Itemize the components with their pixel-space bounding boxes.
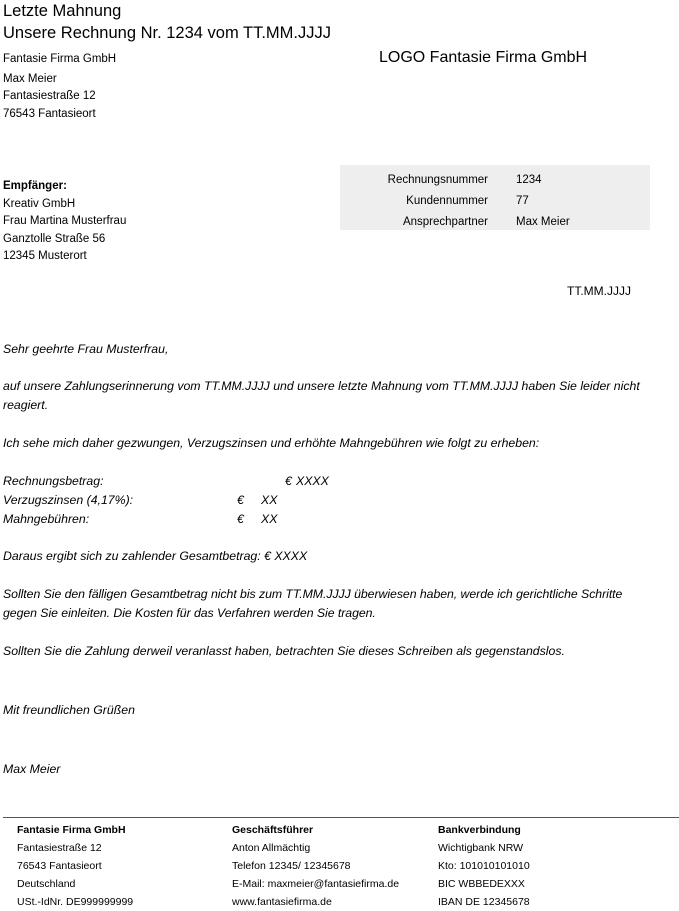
sender-name: Max Meier <box>3 72 57 85</box>
footer-line: Deutschland <box>17 878 76 890</box>
fee-value: XXXX <box>296 474 329 488</box>
footer-line: Kto: 101010101010 <box>438 860 530 872</box>
info-label: Ansprechpartner <box>402 216 488 228</box>
letter-date: TT.MM.JJJJ <box>567 284 631 298</box>
footer-divider <box>3 817 679 818</box>
sender-street: Fantasiestraße 12 <box>3 90 96 102</box>
info-label: Rechnungsnummer <box>387 174 488 186</box>
footer-heading: Bankverbindung <box>438 824 521 836</box>
footer-email: E-Mail: maxmeier@fantasiefirma.de <box>232 878 400 890</box>
fee-label: Verzugszinsen (4,17%): <box>3 493 134 507</box>
recipient-city: 12345 Musterort <box>3 250 87 262</box>
invoice-info-box <box>340 165 650 230</box>
paragraph-1: auf unsere Zahlungserinnerung vom TT.MM.JJJJ und unsere letzte Mahnung vom TT.MM.JJJJ haben Sie leider nicht reagiert. <box>3 379 640 412</box>
total-amount: Daraus ergibt sich zu zahlender Gesamtbetrag: € XXXX <box>3 549 308 563</box>
recipient-company: Kreativ GmbH <box>3 197 76 210</box>
footer-website: www.fantasiefirma.de <box>232 896 332 908</box>
footer-heading: Geschäftsführer <box>232 824 314 836</box>
recipient-contact: Frau Martina Musterfrau <box>3 215 127 227</box>
footer-line: Telefon 12345/ 12345678 <box>232 860 351 872</box>
info-value: 1234 <box>516 174 542 186</box>
recipient-label: Empfänger: <box>3 180 67 192</box>
footer-heading: Fantasie Firma GmbH <box>17 824 126 836</box>
fee-currency: € <box>285 474 292 488</box>
info-value: 77 <box>516 195 529 207</box>
footer-bank <box>438 821 530 911</box>
signature: Max Meier <box>3 762 61 776</box>
company-logo: LOGO Fantasie Firma GmbH <box>379 49 588 66</box>
salutation: Sehr geehrte Frau Musterfrau, <box>3 342 169 356</box>
sender-company: Fantasie Firma GmbH <box>3 53 117 65</box>
footer-company <box>17 821 133 911</box>
info-value: Max Meier <box>516 216 570 228</box>
fee-currency: € <box>237 493 244 507</box>
sender-city: 76543 Fantasieort <box>3 107 96 120</box>
footer-line: 76543 Fantasieort <box>17 860 102 872</box>
closing: Mit freundlichen Grüßen <box>3 703 135 717</box>
footer-management <box>232 821 399 911</box>
footer-line: Fantasiestraße 12 <box>17 842 102 854</box>
paragraph-2: Ich sehe mich daher gezwungen, Verzugszinsen und erhöhte Mahngebühren wie folgt zu erheben: <box>3 436 540 450</box>
fee-currency: € <box>237 512 244 526</box>
document-title: Letzte Mahnung <box>3 2 122 20</box>
fee-value: XX <box>261 493 278 507</box>
footer-line: BIC WBBEDEXXX <box>438 878 525 890</box>
recipient-address <box>3 178 126 266</box>
paragraph-4: Sollten Sie die Zahlung derweil veranlasst haben, betrachten Sie dieses Schreiben als gegenstandslos. <box>3 644 565 658</box>
footer-line: Anton Allmächtig <box>232 842 311 854</box>
footer-line: USt.-IdNr. DE999999999 <box>17 896 134 908</box>
sender-address <box>3 51 116 123</box>
fee-value: XX <box>261 512 278 526</box>
footer-line: Wichtigbank NRW <box>438 842 523 854</box>
paragraph-3: Sollten Sie den fälligen Gesamtbetrag nicht bis zum TT.MM.JJJJ überwiesen haben, werde ich gerichtliche Schritte gegen Sie einleiten. Die Kosten für das Verfahren werden Sie tragen. <box>3 587 623 620</box>
recipient-street: Ganztolle Straße 56 <box>3 232 106 245</box>
fee-label: Rechnungsbetrag: <box>3 474 104 488</box>
document-subtitle: Unsere Rechnung Nr. 1234 vom TT.MM.JJJJ <box>3 24 331 42</box>
fee-label: Mahngebühren: <box>3 512 90 526</box>
info-label: Kundennummer <box>406 195 488 207</box>
footer-line: IBAN DE 12345678 <box>438 896 530 908</box>
